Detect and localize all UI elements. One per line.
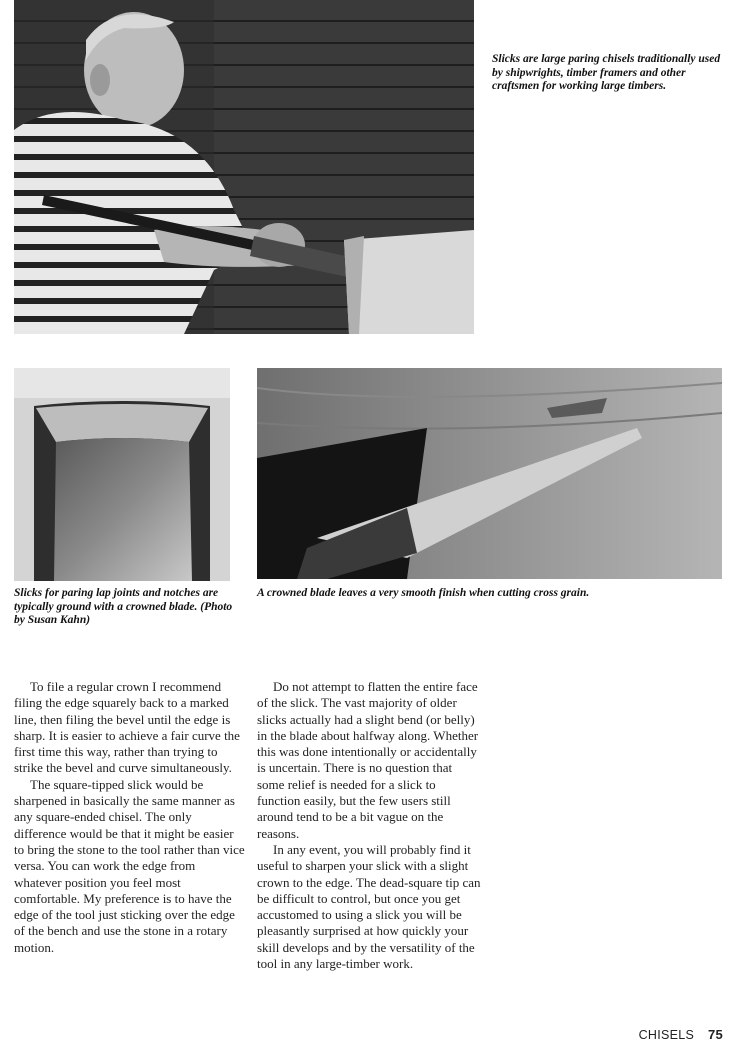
caption-blade-end-photo: Slicks for paring lap joints and notches are typically ground with a crowned blade. (Photo by Susan Kahn) (14, 587, 233, 627)
body-paragraph: Do not attempt to flatten the entire face of the slick. The vast majority of older slicks actually had a slight bend (or belly) in the blade about halfway along. Whether this was done intentionally or accidentally is uncertain. There is no question that some relief is needed for a slick to function easily, but the few users still around tend to be a bit vague on the reasons. (257, 679, 479, 841)
body-column-left (14, 679, 246, 956)
page-footer (639, 1027, 723, 1042)
caption-top-photo: Slicks are large paring chisels traditionally used by shipwrights, timber framers and other craftsmen for working large timbers. (492, 53, 721, 93)
body-paragraph: To file a regular crown I recommend filing the edge squarely back to a marked line, then filing the bevel until the edge is sharp. It is easier to achieve a fair curve the first time this way, rather than trying to strike the bevel and curve simultaneously. (14, 679, 240, 776)
section-title: CHISELS (638, 1028, 695, 1042)
body-paragraph: The square-tipped slick would be sharpened in basically the same manner as any square-ended chisel. The only difference would be that it might be easier to bring the stone to the tool rather than vice versa. You can work the edge from whatever position you feel most comfortable. My preference is to have the edge of the tool just sticking over the edge of the bench and use the stone in a rotary motion. (14, 776, 245, 955)
photo-crowned-blade-cutting (257, 368, 722, 579)
body-paragraph: In any event, you will probably find it useful to sharpen your slick with a slight crown to the edge. The dead-square tip can be difficult to control, but once you get accustomed to using a slick you will be pleasantly surprised at how quickly your skill develops and by the versatility of the tool in any large-timber work. (257, 841, 481, 972)
body-column-right (257, 679, 482, 972)
caption-blade-side-photo: A crowned blade leaves a very smooth finish when cutting cross grain. (257, 587, 590, 599)
page-number: 75 (707, 1027, 723, 1042)
photo-man-using-slick (14, 0, 474, 334)
photo-crowned-blade-end (14, 368, 230, 581)
